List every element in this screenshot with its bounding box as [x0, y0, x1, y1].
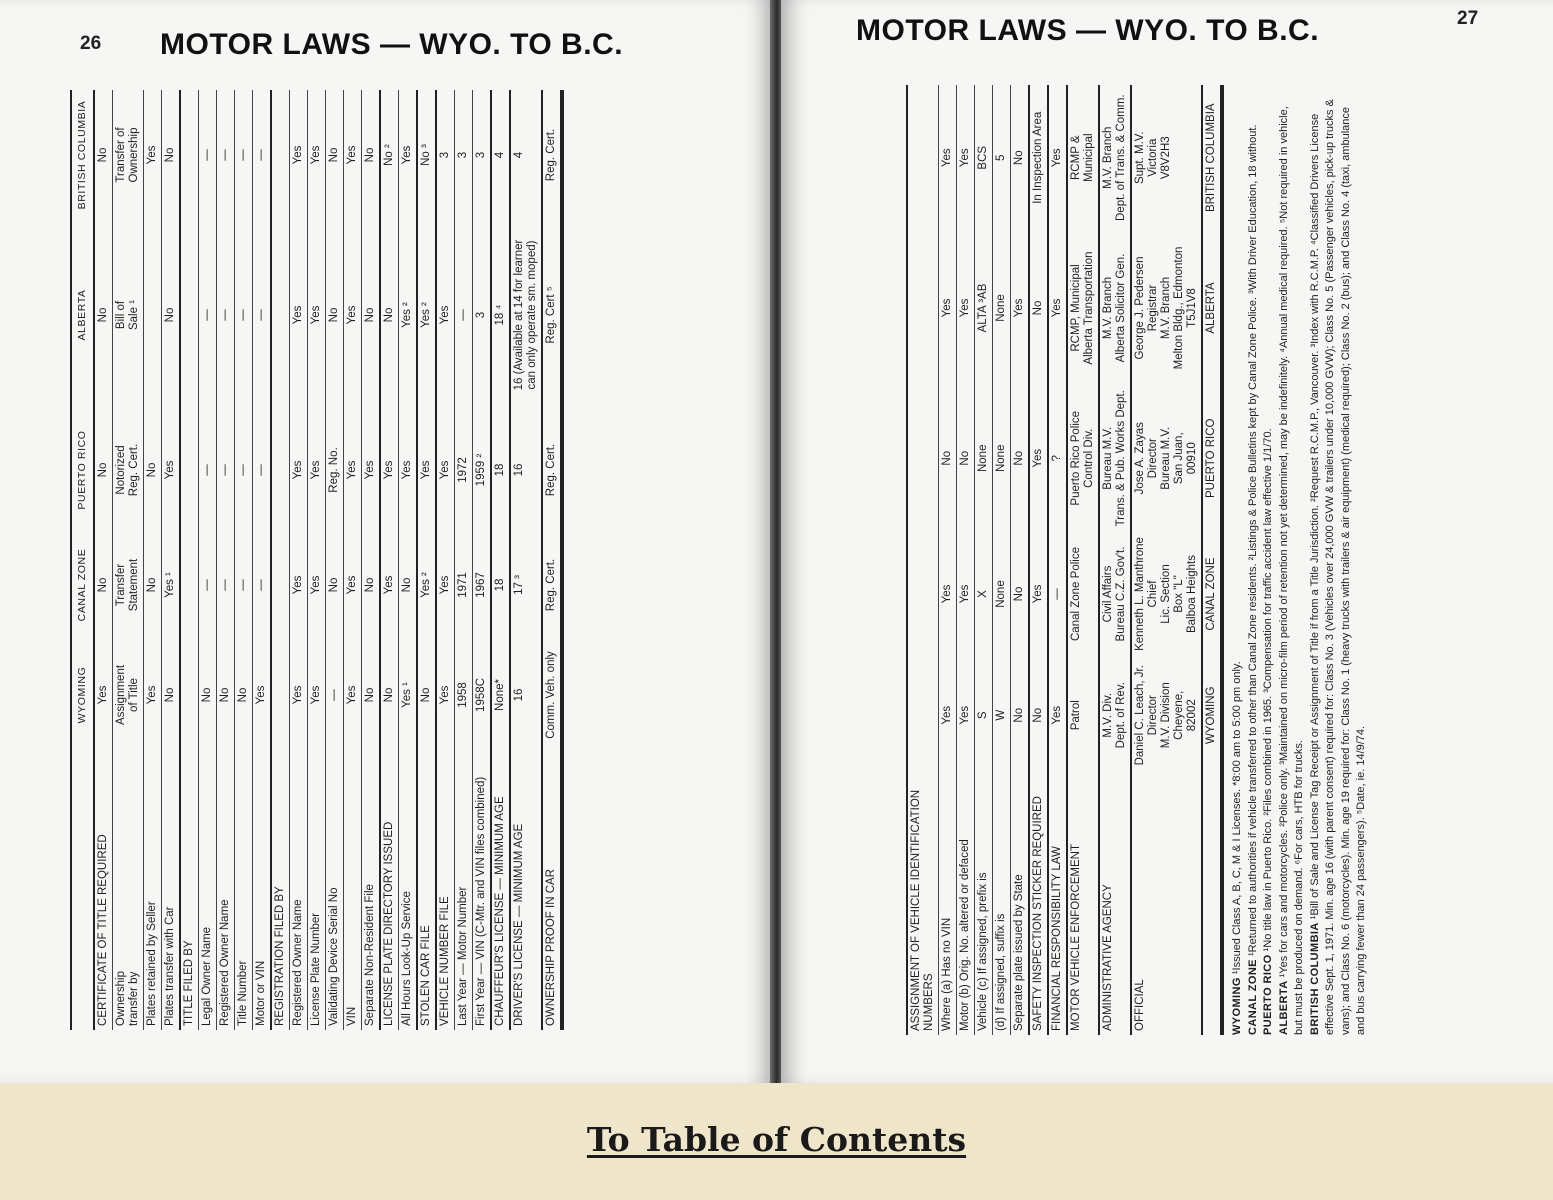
table-cell: 3	[475, 151, 487, 159]
table-cell: BCS	[977, 145, 989, 170]
table-cell: Yes	[346, 305, 358, 325]
table-cell: Yes	[346, 460, 358, 480]
table-cell: Yes	[346, 685, 358, 705]
table-row	[162, 90, 181, 1030]
table-cell: —	[219, 464, 231, 476]
table-row	[908, 85, 939, 1035]
table-cell: No	[1032, 707, 1044, 723]
table-cell: Yes	[346, 575, 358, 595]
table-cell: —	[219, 149, 231, 161]
table-cell: Yes	[310, 305, 322, 325]
table-cell: No	[364, 307, 376, 323]
row-label: LICENSE PLATE DIRECTORY ISSUED	[383, 821, 395, 1026]
table-row	[975, 85, 993, 1035]
table-row	[381, 90, 399, 1030]
table-cell: Bill of Sale ¹	[115, 299, 140, 331]
table-row	[455, 90, 473, 1030]
row-label: Where (a) Has no VIN	[941, 917, 953, 1031]
table-cell	[272, 640, 276, 750]
page-title-left: MOTOR LAWS — WYO. TO B.C.	[160, 28, 624, 61]
table-cell	[272, 530, 276, 640]
table-cell	[272, 220, 276, 410]
table-cell: 1959 ²	[475, 453, 487, 487]
row-label: ASSIGNMENT OF VEHICLE IDENTIFICATION NUMBERS	[910, 789, 935, 1031]
table-cell: Yes	[292, 305, 304, 325]
row-label: ADMINISTRATIVE AGENCY	[1102, 884, 1114, 1031]
table-cell: Reg. Cert.	[545, 443, 557, 497]
table-cell: Yes ¹	[164, 572, 176, 598]
footnote	[1246, 95, 1262, 1035]
table-row	[473, 90, 492, 1030]
table-cell: —	[328, 689, 340, 701]
table-cell	[144, 220, 148, 410]
row-label: MOTOR VEHICLE ENFORCEMENT	[1070, 844, 1082, 1031]
table-cell: —	[237, 309, 249, 321]
table-cell: 1972	[457, 457, 469, 483]
table-row	[1068, 85, 1100, 1035]
table-cell: 1958	[457, 682, 469, 708]
row-label: CHAUFFEUR'S LICENSE — MINIMUM AGE	[494, 796, 506, 1026]
page-number-right: 27	[1457, 8, 1479, 29]
table-cell: ALTA ³AB	[977, 283, 989, 333]
table-cell: —	[255, 149, 267, 161]
table-cell: Yes	[941, 705, 953, 725]
table-row	[511, 90, 543, 1030]
row-label: Plates transfer with Car	[164, 906, 176, 1026]
table-cell: ?	[1051, 455, 1063, 462]
table-cell: Yes	[310, 460, 322, 480]
row-label: First Year — VIN (C-Mtr. and VIN files combined)	[475, 776, 487, 1026]
footnote-text: ¹Yes for cars and motorcycles. ²Police only. ³Maintained on micro-film period of retention not yet determined, may be indefinitely. ⁴Annual medical required. ⁵Not required in vehicle, but must be produced on demand. ⁶For cars, HTB for trucks.	[1277, 106, 1305, 1035]
table-cell: Yes	[439, 460, 451, 480]
footnote	[1261, 95, 1277, 1035]
column-header: ALBERTA	[76, 289, 88, 341]
table-cell: Transfer of Ownership	[115, 127, 140, 183]
table-cell: Yes	[383, 575, 395, 595]
table-cell: 17 ³	[513, 575, 525, 595]
table-cell: Reg. Cert.	[545, 128, 557, 182]
table-cell: 3	[475, 311, 487, 319]
table-row	[199, 90, 217, 1030]
table-cell: No	[146, 577, 158, 593]
table-cell: 4	[494, 151, 506, 159]
table-cell: None	[995, 580, 1007, 608]
table-cell: Yes	[164, 460, 176, 480]
table-row	[181, 90, 199, 1030]
table-cell: 3	[439, 151, 451, 159]
table-row	[437, 90, 455, 1030]
table-cell: 1967	[475, 572, 487, 598]
table-cell: —	[201, 579, 213, 591]
footnote	[1308, 95, 1370, 1035]
row-label: VIN	[346, 1006, 358, 1026]
table-cell: None	[977, 444, 989, 473]
table-cell: 16	[513, 688, 525, 702]
table-cell: Transfer Statement	[115, 558, 140, 612]
table-row	[1203, 85, 1222, 1035]
table-cell: None	[995, 294, 1007, 322]
table-cell: No	[1013, 586, 1025, 602]
row-label: SAFETY INSPECTION STICKER REQUIRED	[1032, 796, 1044, 1031]
table-cell: Yes	[941, 298, 953, 318]
table-cell: No	[164, 147, 176, 163]
footnote	[1230, 95, 1246, 1035]
table-cell: No	[1013, 450, 1025, 466]
table-body-left	[70, 90, 564, 1030]
column-header: WYOMING	[76, 666, 88, 724]
table-cell: No	[1013, 707, 1025, 723]
column-header: PUERTO RICO	[76, 430, 88, 510]
column-header	[72, 750, 80, 1030]
table-cell: Daniel C. Leach, Jr. Director M.V. Division Cheyene, 82002	[1134, 665, 1198, 766]
table-cell: No	[959, 450, 971, 466]
page-title-right: MOTOR LAWS — WYO. TO B.C.	[856, 14, 1320, 47]
table-cell: 18	[494, 578, 506, 592]
row-label: Legal Owner Name	[201, 926, 213, 1026]
table-row	[272, 90, 290, 1030]
table-row	[492, 90, 511, 1030]
table-cell: 5	[995, 154, 1007, 161]
row-label: Plates retained by Seller	[146, 901, 158, 1026]
row-label: CERTIFICATE OF TITLE REQUIRED	[97, 834, 109, 1026]
table-cell	[181, 640, 185, 750]
table-cell: No	[146, 462, 158, 478]
table-row	[957, 85, 975, 1035]
right-data-table	[906, 85, 1370, 1035]
table-cell: 18 ⁴	[494, 304, 506, 326]
table-cell	[272, 90, 276, 220]
table-cell: Yes	[255, 685, 267, 705]
table-cell: Yes	[292, 145, 304, 165]
table-cell: Yes	[439, 685, 451, 705]
table-cell: —	[457, 309, 469, 321]
table-cell: Yes	[364, 460, 376, 480]
table-cell: Yes	[292, 460, 304, 480]
column-header: BRITISH COLUMBIA	[76, 100, 88, 210]
table-cell: Yes	[292, 575, 304, 595]
table-cell: —	[219, 309, 231, 321]
table-cell: No	[328, 577, 340, 593]
table-cell: —	[219, 579, 231, 591]
footnote-state: PUERTO RICO	[1262, 954, 1274, 1035]
table-cell: Yes	[97, 685, 109, 705]
table-cell: No	[364, 147, 376, 163]
table-cell: Yes	[959, 148, 971, 168]
footnotes	[1224, 95, 1370, 1035]
table-row	[993, 85, 1011, 1035]
row-label: Title Number	[237, 960, 249, 1026]
row-label: License Plate Number	[310, 912, 322, 1026]
table-row	[217, 90, 235, 1030]
table-row	[1049, 85, 1068, 1035]
table-cell	[908, 386, 912, 531]
footnote-text: ¹Bill of Sale and License Tag Receipt or Assignment of Title if from a Title Jurisdiction. ²Request R.C.M.P., Vancouver. ³Index with R.C.M.P. ⁴Classified Drivers License effective Sept. 1, 1971. Min. age 16 (with parent consent) required for: Class No. 3 (Vehicles over 24,000 GVW & trailers under 10,000 GVW); Class No. 5 (Passenger vehicles, pick-up trucks & vans); and Class No. 6 (motorcycles). Min. age 19 required for: Class No. 1 (heavy trucks with trailers & air equipment) (medical required); Class No. 2 (bus); and Class No. 4 (taxi, ambulance and bus carrying fewer than 24 passengers). ⁵Date, ie. 14/9/74.	[1308, 99, 1367, 1035]
table-row	[399, 90, 418, 1030]
table-cell	[908, 85, 912, 230]
table-cell: Yes	[1013, 298, 1025, 318]
table-row	[253, 90, 272, 1030]
table-row	[939, 85, 957, 1035]
table-cell: 3	[457, 151, 469, 159]
table-cell: Yes	[383, 460, 395, 480]
row-label: Separate Non-Resident File	[364, 884, 376, 1026]
table-cell: Yes	[292, 685, 304, 705]
table-cell: No	[97, 462, 109, 478]
table-cell: —	[237, 464, 249, 476]
table-cell: No	[97, 307, 109, 323]
table-cell: No	[201, 687, 213, 703]
table-cell: None	[995, 444, 1007, 473]
row-label: Registered Owner Name	[292, 899, 304, 1026]
table-cell: Assignment of Title	[115, 664, 140, 726]
table-cell: Kenneth L. Manthrone Chief Lic. Section Box "L" Balboa Heights	[1134, 537, 1198, 651]
table-cell: No	[1013, 150, 1025, 166]
row-label: VEHICLE NUMBER FILE	[439, 896, 451, 1026]
table-cell: —	[255, 464, 267, 476]
table-cell: No	[97, 577, 109, 593]
table-cell: Notorized Reg. Cert.	[115, 443, 140, 497]
table-cell: CANAL ZONE	[1205, 557, 1217, 631]
table-cell: M.V. Branch Alberta Solicitor Gen.	[1102, 253, 1127, 363]
table-row	[1100, 85, 1132, 1035]
left-data-table	[70, 90, 564, 1030]
table-row	[290, 90, 308, 1030]
table-cell: Reg. Cert ⁵	[545, 286, 557, 344]
row-label: OFFICIAL	[1134, 979, 1146, 1031]
table-cell: WYOMING	[1205, 686, 1217, 744]
row-label: REGISTRATION FILED BY	[274, 886, 286, 1026]
table-cell: X	[977, 590, 989, 598]
table-cell: RCMP & Municipal	[1070, 133, 1095, 183]
row-label: DRIVER'S LICENSE — MINIMUM AGE	[513, 823, 525, 1026]
row-label: Last Year — Motor Number	[457, 886, 469, 1026]
table-row	[1011, 85, 1030, 1035]
table-row	[344, 90, 362, 1030]
table-cell: —	[201, 309, 213, 321]
table-row	[113, 90, 144, 1030]
table-cell: Yes	[346, 145, 358, 165]
row-label: Ownership transfer by	[115, 971, 140, 1026]
table-cell: Yes	[310, 575, 322, 595]
table-cell: Jose A. Zayas Director Bureau M.V. San Juan, 00910	[1134, 422, 1198, 495]
table-row	[418, 90, 437, 1030]
table-cell: W	[995, 709, 1007, 721]
table-cell: No	[164, 307, 176, 323]
table-cell: 16 (Available at 14 for learner can only operate sm. moped)	[513, 239, 538, 391]
table-cell: Yes	[420, 460, 432, 480]
row-label: Motor (b) Orig. No. altered or defaced	[959, 839, 971, 1031]
table-row	[543, 90, 562, 1030]
table-body-right	[906, 85, 1224, 1035]
table-cell: Yes	[1051, 148, 1063, 168]
table-cell: No	[328, 147, 340, 163]
table-cell: No	[420, 687, 432, 703]
table-cell: Reg. No.	[328, 447, 340, 493]
table-cell: S	[977, 711, 989, 720]
table-cell: No	[97, 147, 109, 163]
table-cell: None*	[494, 679, 506, 711]
table-cell: No	[219, 687, 231, 703]
table-cell: RCMP, Municipal Alberta Transportation	[1070, 251, 1095, 365]
table-cell: Yes	[439, 305, 451, 325]
table-cell	[181, 90, 185, 220]
row-label: TITLE FILED BY	[183, 940, 195, 1026]
table-cell: Yes	[146, 145, 158, 165]
table-cell: Yes	[941, 148, 953, 168]
table-cell: No	[364, 687, 376, 703]
table-cell: —	[237, 149, 249, 161]
table-cell: PUERTO RICO	[1205, 418, 1217, 498]
table-cell: Yes ²	[420, 302, 432, 328]
left-page	[0, 0, 772, 1083]
table-cell: Yes	[1032, 448, 1044, 468]
table-cell: M.V. Branch Dept. of Trans. & Comm.	[1102, 94, 1127, 221]
table-cell: Yes	[1051, 705, 1063, 725]
table-row	[235, 90, 253, 1030]
row-label	[1203, 773, 1207, 1035]
table-cell: —	[255, 309, 267, 321]
table-cell: 1958C	[475, 678, 487, 712]
row-label: Motor or VIN	[255, 960, 267, 1026]
table-cell: M.V. Div. Dept. of Rev.	[1102, 682, 1127, 749]
column-header: CANAL ZONE	[76, 548, 88, 622]
table-cell: 16	[513, 463, 525, 477]
table-row	[144, 90, 162, 1030]
table-cell: Civil Affairs Bureau C.Z. Gov't.	[1102, 546, 1127, 642]
row-label: Vehicle (c) If assigned, prefix is	[977, 872, 989, 1031]
row-label: (d) If assigned, suffix is	[995, 913, 1007, 1031]
table-cell: George J. Pedersen Registrar M.V. Branch Melton Bldg., Edmonton T5J1V8	[1134, 246, 1198, 370]
table-row	[95, 90, 113, 1030]
table-cell: —	[237, 579, 249, 591]
table-cell	[181, 530, 185, 640]
table-cell: No	[328, 307, 340, 323]
table-cell: Yes	[941, 584, 953, 604]
table-cell	[272, 410, 276, 530]
table-row	[362, 90, 381, 1030]
row-label: Separate plate issued by State	[1013, 874, 1025, 1031]
table-cell: No	[383, 307, 395, 323]
footnote-state: WYOMING	[1231, 977, 1243, 1035]
table-cell: No	[941, 450, 953, 466]
table-cell: —	[1051, 588, 1063, 600]
table-cell: Yes	[959, 584, 971, 604]
table-cell: BRITISH COLUMBIA	[1205, 103, 1217, 213]
table-cell: 4	[513, 151, 525, 159]
table-cell: Yes	[401, 145, 413, 165]
table-cell	[181, 410, 185, 530]
table-cell: ALBERTA	[1205, 282, 1217, 334]
footnote-text: ¹Issued Class A, B, C, M & I Licenses. *8:00 am to 5:00 pm only.	[1231, 661, 1243, 978]
table-row	[308, 90, 326, 1030]
table-cell	[908, 531, 912, 657]
table-cell: Patrol	[1070, 700, 1082, 731]
table-cell: Yes ¹	[401, 682, 413, 708]
page-number-left: 26	[80, 33, 102, 54]
table-cell: Yes	[959, 298, 971, 318]
row-label: OWNERSHIP PROOF IN CAR	[545, 869, 557, 1026]
table-row	[1030, 85, 1049, 1035]
table-cell: 18	[494, 463, 506, 477]
table-cell	[908, 230, 912, 385]
table-header-row	[72, 90, 95, 1030]
table-cell: Comm. Veh. only	[545, 651, 557, 739]
table-cell: Puerto Rico Police Control Div.	[1070, 410, 1095, 506]
row-label: Validating Device Serial No	[328, 887, 340, 1026]
footnote-text: ¹Returned to authorities if vehicle transferred to other than Canal Zone residents. ²Listings & Police Bulletins kept by Canal Zone Police. ³With Driver Education, 18 without.	[1246, 124, 1259, 960]
footnote-text: ¹No title law in Puerto Rico. ²Files combined in 1965. ³Compensation for traffic accident law effective 1/1/70.	[1262, 428, 1274, 955]
table-row	[326, 90, 344, 1030]
table-cell: Yes ²	[401, 302, 413, 328]
table-row	[1132, 85, 1203, 1035]
table-cell: No	[383, 687, 395, 703]
table-cell: —	[201, 149, 213, 161]
table-cell: Yes	[439, 575, 451, 595]
table-cell: 1971	[457, 572, 469, 598]
row-label: STOLEN CAR FILE	[420, 925, 432, 1026]
table-cell: —	[201, 464, 213, 476]
table-cell	[908, 657, 912, 773]
table-cell: Supt. M.V. Victoria V8V2H3	[1134, 131, 1172, 185]
table-cell: Canal Zone Police	[1070, 547, 1082, 641]
table-cell: Yes	[310, 685, 322, 705]
table-cell: No	[401, 577, 413, 593]
footnote-state: BRITISH COLUMBIA	[1308, 922, 1321, 1035]
table-cell: —	[255, 579, 267, 591]
table-cell: No ²	[383, 144, 395, 166]
table-cell: No	[364, 577, 376, 593]
table-cell	[181, 220, 185, 410]
table-cell: Yes	[146, 685, 158, 705]
footnote	[1277, 95, 1308, 1035]
table-cell: In Inspection Area	[1032, 111, 1044, 204]
row-label: All Hours Look-Up Service	[401, 891, 413, 1026]
table-cell: Yes ²	[420, 572, 432, 598]
table-cell: Yes	[959, 705, 971, 725]
footnote-state: CANAL ZONE	[1246, 959, 1259, 1035]
table-cell: Reg. Cert.	[545, 558, 557, 612]
table-cell: Yes	[310, 145, 322, 165]
table-cell: No	[237, 687, 249, 703]
table-of-contents-link[interactable]: To Table of Contents	[586, 1120, 967, 1159]
table-cell: Yes	[1032, 584, 1044, 604]
table-cell: Bureau M.V. Trans. & Pub. Works Dept.	[1102, 390, 1127, 527]
table-cell: No	[1032, 300, 1044, 316]
footnote-state: ALBERTA	[1277, 980, 1290, 1035]
table-cell: No ³	[420, 144, 432, 166]
table-cell: No	[164, 687, 176, 703]
row-label: Registered Owner Name	[219, 899, 231, 1026]
row-label: FINANCIAL RESPONSIBILITY LAW	[1051, 846, 1063, 1031]
right-page	[781, 0, 1553, 1083]
table-cell: Yes	[1051, 298, 1063, 318]
table-cell: Yes	[401, 460, 413, 480]
